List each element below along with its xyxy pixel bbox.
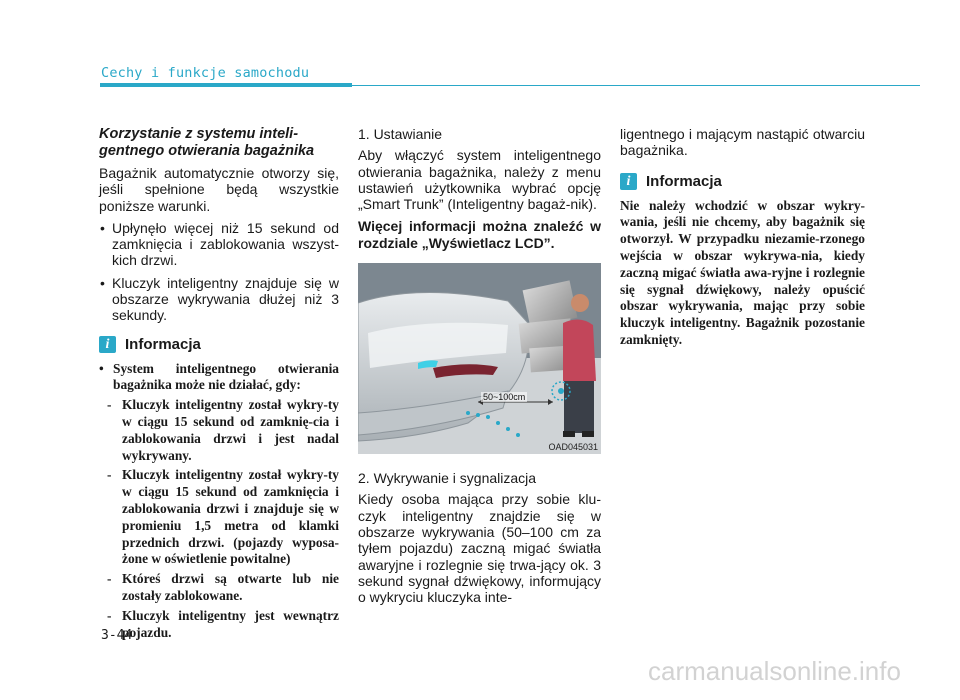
info-title: Informacja <box>646 172 722 190</box>
condition-item: • Kluczyk inteligentny znajduje się w obszarze wykrywania dłużej niż 3 sekundy. <box>99 275 339 324</box>
column-right <box>620 126 865 349</box>
step1-title: 1. Ustawianie <box>358 126 443 142</box>
info-text: Nie należy wchodzić w obszar wykry-wania, jeśli nie chcemy, aby bagażnik się otworzył. W przypadku niezamie-rzonego wejścia w obszar wykrywa-nia, kiedy zaczną migać światła awa-ryjne i rozlegnie się sygnał dźwiękowy, należy opuścić obszar wykrywania, mając przy sobie kluczyk inteligentny. Bagażnik pozostanie zamknięty. <box>620 197 865 347</box>
step2-text: Kiedy osoba mająca przy sobie klu-czyk inteligentny znajdzie się w obszarze wykrywania (50–100 cm za tyłem pojazdu) zaczną migać światła awaryjne i rozlegnie się trwa-jący ok. 3 sekund sygnał dźwiękowy, informujący o wykryciu kluczyka inte- <box>358 491 601 606</box>
info-icon: i <box>620 173 637 190</box>
car-trunk-illustration <box>358 263 601 454</box>
watermark: carmanualsonline.info <box>648 656 901 686</box>
info-title: Informacja <box>125 335 201 353</box>
info-header <box>620 173 865 190</box>
subtitle: Korzystanie z systemu inteli-gentnego otwierania bagażnika <box>99 126 315 159</box>
info-item: - Któreś drzwi są otwarte lub nie zostały zablokowane. <box>107 571 339 604</box>
car-trunk-figure <box>358 263 601 454</box>
header-rule-thin <box>352 85 920 86</box>
column-left <box>99 126 339 641</box>
continuation-text: ligentnego i mającym nastąpić otwarciu bagażnika. <box>620 126 865 159</box>
condition-item: • Upłynęło więcej niż 15 sekund od zamknięcia i zablokowania wszyst-kich drzwi. <box>99 220 339 269</box>
info-body <box>99 361 339 642</box>
info-header <box>99 336 339 353</box>
intro-text: Bagażnik automatycznie otworzy się, jeśli spełnione będą wszystkie poniższe warunki. <box>99 165 339 214</box>
info-icon: i <box>99 336 116 353</box>
info-item: - Kluczyk inteligentny jest wewnątrz pojazdu. <box>107 607 339 640</box>
page-number: 3-44 <box>101 628 133 643</box>
info-item: - Kluczyk inteligentny został wykry-ty w ciągu 15 sekund od zamknię-cia i zablokowania drzwi i jest nadal wykrywany. <box>107 397 339 463</box>
figure-code: OAD045031 <box>548 442 598 453</box>
info-item: - Kluczyk inteligentny został wykry-ty w ciągu 15 sekund od zamknięcia i zablokowania drzwi i znajduje się w promieniu 1,5 metra od klamki przednich drzwi. (pojazdy wyposa-żone w oświetlenie powitalne) <box>107 467 339 567</box>
header-rule-thick <box>100 83 352 87</box>
step2-title: 2. Wykrywanie i sygnalizacja <box>358 470 537 487</box>
column-middle <box>358 126 601 605</box>
info-bullet: • System inteligentnego otwierania bagażnika może nie działać, gdy: <box>99 360 339 393</box>
step1-note: Więcej informacji można znaleźć w rozdziale „Wyświetlacz LCD”. <box>358 218 601 251</box>
distance-label: 50~100cm <box>483 392 526 403</box>
condition-list <box>99 220 339 324</box>
step1-text: Aby włączyć system inteligentnego otwierania bagażnika, należy z menu ustawień użytkownika wybrać opcję „Smart Trunk” (Inteligentny bagaż-nik). <box>358 147 601 213</box>
section-title: Cechy i funkcje samochodu <box>101 65 310 81</box>
